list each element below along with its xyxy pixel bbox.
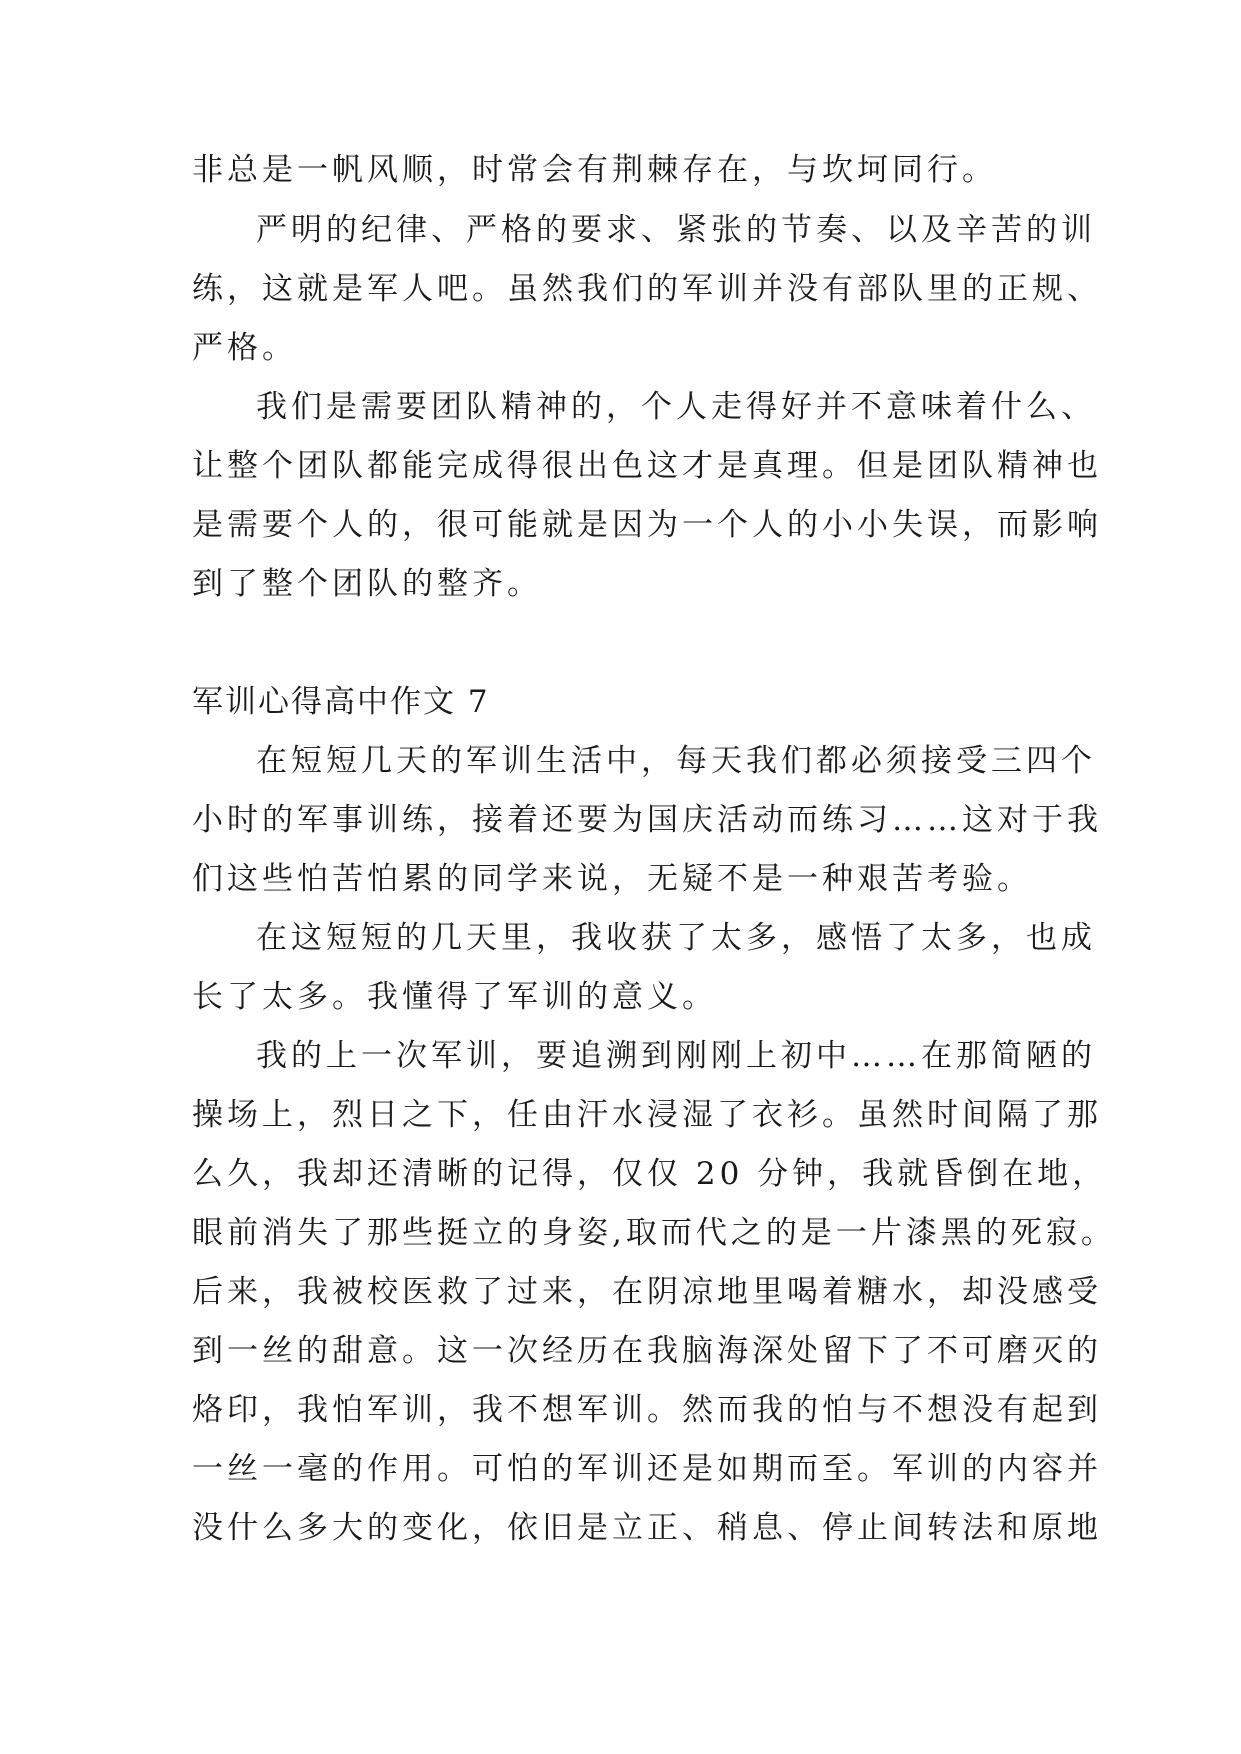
text-line: 我的上一次军训，要追溯到刚刚上初中……在那简陋的 (256, 1038, 1096, 1074)
text-line: 到一丝的甜意。这一次经历在我脑海深处留下了不可磨灭的 (192, 1333, 1102, 1369)
section-heading: 军训心得高中作文 7 (192, 684, 490, 720)
text-line: 我们是需要团队精神的，个人走得好并不意味着什么、 (256, 389, 1096, 425)
text-line: 在短短几天的军训生活中，每天我们都必须接受三四个 (256, 743, 1096, 779)
text-line: 严格。 (192, 330, 297, 366)
text-line: 眼前消失了那些挺立的身姿,取而代之的是一片漆黑的死寂。 (192, 1215, 1116, 1251)
text-line: 没什么多大的变化，依旧是立正、稍息、停止间转法和原地 (192, 1510, 1102, 1546)
text-line: 长了太多。我懂得了军训的意义。 (192, 979, 717, 1015)
text-line: 是需要个人的，很可能就是因为一个人的小小失误，而影响 (192, 507, 1102, 543)
text-line: 后来，我被校医救了过来，在阴凉地里喝着糖水，却没感受 (192, 1274, 1102, 1310)
text-line: 严明的纪律、严格的要求、紧张的节奏、以及辛苦的训 (256, 212, 1096, 248)
text-line: 烙印，我怕军训，我不想军训。然而我的怕与不想没有起到 (192, 1392, 1102, 1428)
text-line: 练，这就是军人吧。虽然我们的军训并没有部队里的正规、 (192, 271, 1102, 307)
text-line: 非总是一帆风顺，时常会有荆棘存在，与坎坷同行。 (192, 152, 997, 188)
text-line: 操场上，烈日之下，任由汗水浸湿了衣衫。虽然时间隔了那 (192, 1097, 1102, 1133)
text-line: 小时的军事训练，接着还要为国庆活动而练习……这对于我 (192, 802, 1102, 838)
text-line: 让整个团队都能完成得很出色这才是真理。但是团队精神也 (192, 448, 1102, 484)
text-line: 一丝一毫的作用。可怕的军训还是如期而至。军训的内容并 (192, 1451, 1102, 1487)
text-line: 们这些怕苦怕累的同学来说，无疑不是一种艰苦考验。 (192, 861, 1032, 897)
text-line: 到了整个团队的整齐。 (192, 566, 542, 602)
text-line: 在这短短的几天里，我收获了太多，感悟了太多，也成 (256, 920, 1096, 956)
text-line: 么久，我却还清晰的记得，仅仅 20 分钟，我就昏倒在地， (192, 1156, 1108, 1192)
